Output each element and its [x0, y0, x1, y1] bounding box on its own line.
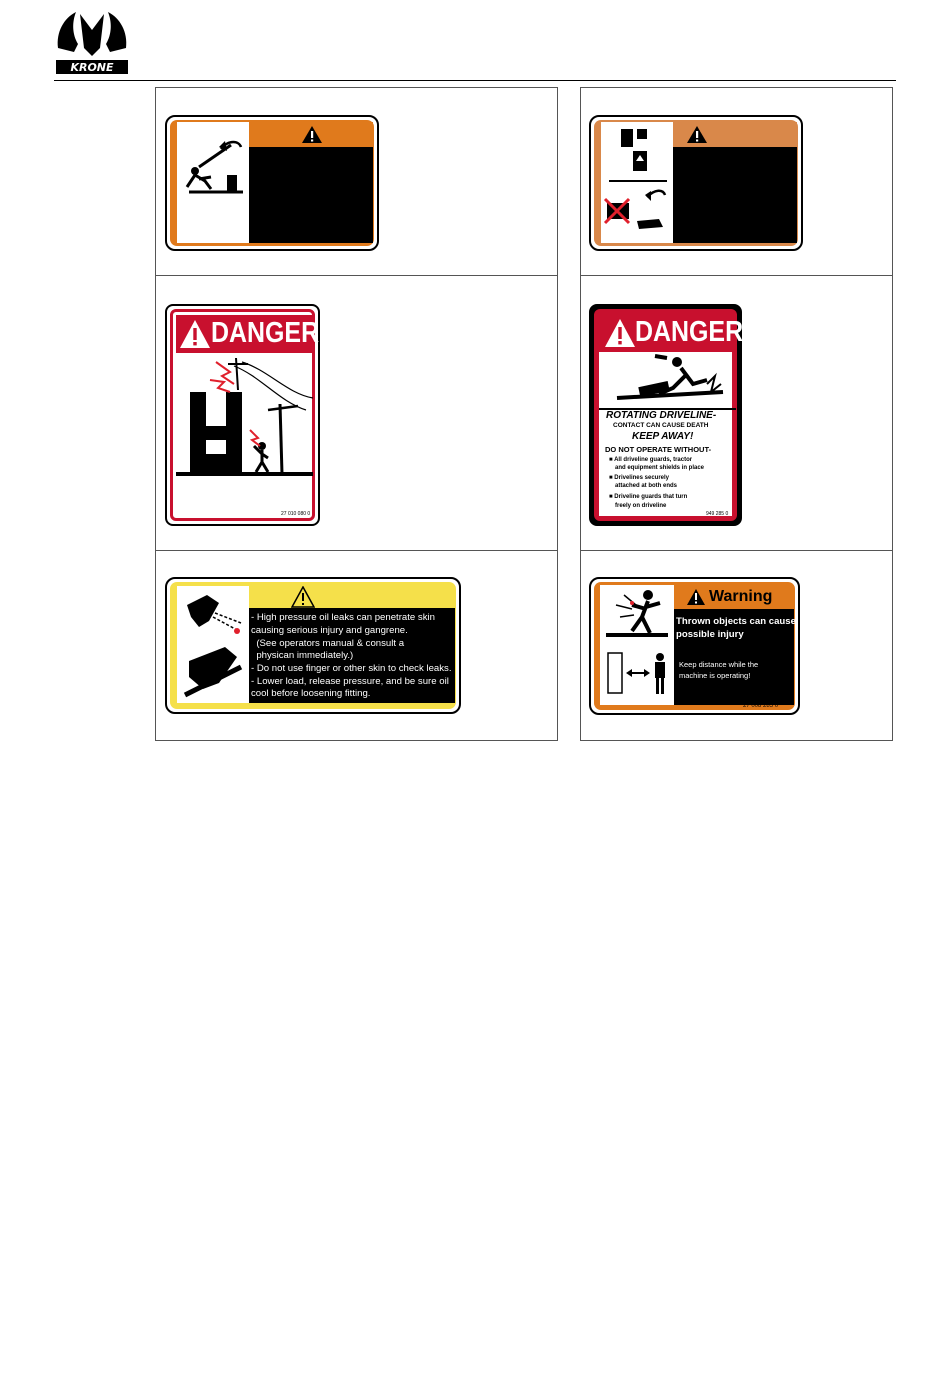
hydraulic-line: - Lower load, release pressure, and be sure oil: [251, 676, 449, 687]
oil-injection-icon: [179, 587, 249, 701]
danger-triangle-icon: [604, 318, 636, 348]
driveline-bullet: ■ Drivelines securely: [609, 475, 669, 481]
driveline-entanglement-icon: [611, 354, 729, 406]
hydraulic-line: causing serious injury and gangrene.: [251, 625, 408, 636]
hydraulic-line: physican immediately.): [251, 650, 354, 661]
danger-triangle-icon: [179, 319, 211, 349]
hydraulic-line: cool before loosening fitting.: [251, 688, 371, 699]
thrown-body: machine is operating!: [679, 671, 751, 680]
warning-triangle-icon: [686, 588, 706, 606]
krone-logo: [54, 8, 130, 76]
decal-warning-thrown-objects: [589, 577, 800, 715]
thrown-objects-icon: [602, 587, 674, 703]
decal-crush-hazard: [165, 115, 379, 251]
driveline-line2: CONTACT CAN CAUSE DEATH: [613, 422, 709, 429]
part-number: 27 008 285 0: [743, 703, 779, 709]
thrown-body: Keep distance while the: [679, 660, 759, 669]
thrown-title: possible injury: [676, 629, 744, 640]
driveline-bullet: ■ Driveline guards that turn: [609, 494, 688, 500]
part-number: 27 010 080 0: [281, 511, 311, 517]
power-line-hazard-icon: [176, 354, 313, 479]
hydraulic-line: - High pressure oil leaks can penetrate skin: [251, 612, 435, 623]
part-number: 949 285 0: [706, 511, 729, 517]
decal-hand-crush: [589, 115, 803, 251]
driveline-line4: DO NOT OPERATE WITHOUT-: [605, 445, 712, 454]
message-panel: [249, 147, 373, 243]
warning-triangle-icon: [686, 125, 708, 144]
warning-triangle-icon: [301, 125, 323, 144]
falling-lid-icon: [181, 137, 247, 207]
decal-hydraulic-pressure: [165, 577, 461, 714]
header-rule: [54, 80, 896, 81]
warning-label: Warning: [709, 588, 773, 605]
driveline-line3: KEEP AWAY!: [632, 431, 694, 442]
hydraulic-line: - Do not use finger or other skin to check leaks.: [251, 663, 452, 674]
driveline-bullet: ■ All driveline guards, tractor: [609, 457, 693, 463]
driveline-bullet: freely on driveline: [615, 503, 667, 509]
danger-label: DANGER: [635, 316, 744, 348]
decal-danger-driveline: [589, 304, 742, 526]
message-panel: [673, 147, 797, 243]
brand-name: KRONE: [70, 61, 114, 74]
decal-danger-power-lines: [165, 304, 320, 526]
warning-triangle-icon: [291, 586, 315, 608]
danger-label: DANGER: [211, 317, 320, 349]
thrown-title: Thrown objects can cause: [676, 616, 796, 627]
driveline-line1: ROTATING DRIVELINE-: [606, 410, 717, 421]
hand-crush-icon: [603, 123, 673, 239]
driveline-bullet: attached at both ends: [615, 483, 678, 489]
driveline-bullet: and equipment shields in place: [615, 465, 705, 471]
hydraulic-line: (See operators manual & consult a: [251, 638, 405, 649]
